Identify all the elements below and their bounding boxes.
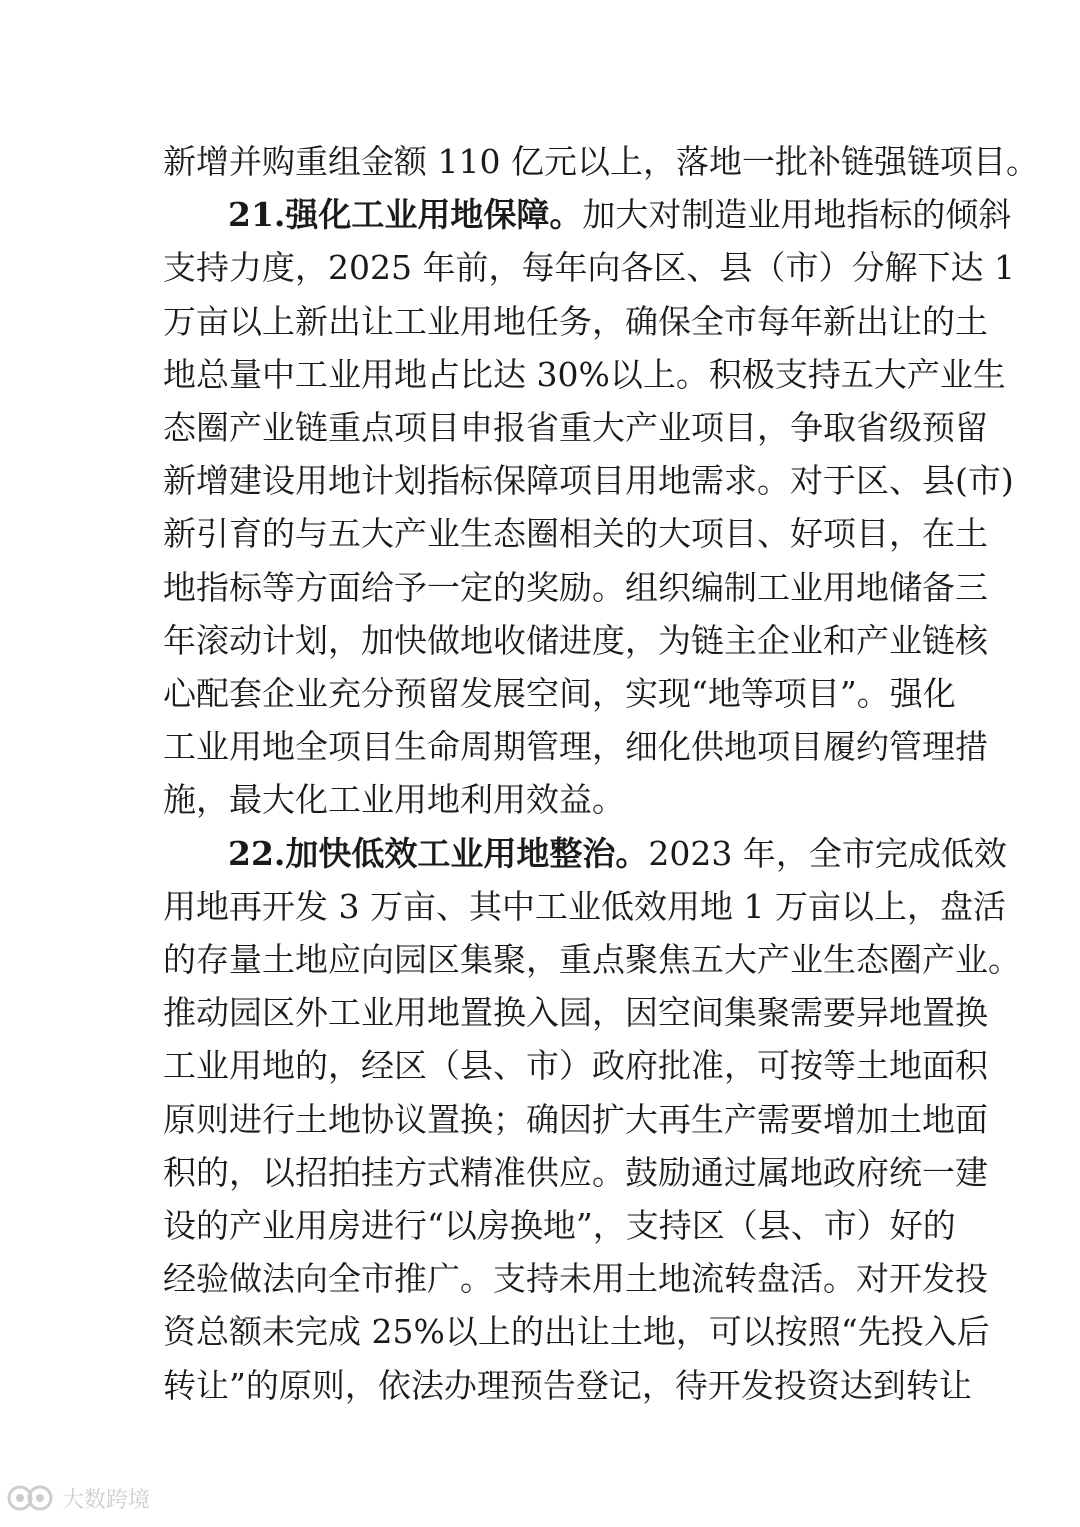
text-line [163,402,988,454]
text-line [163,136,1039,188]
text-line [163,721,988,773]
text-line [163,242,1015,294]
text-line [228,189,1012,241]
line-text: 态圈产业链重点项目申报省重大产业项目，争取省级预留 [163,408,988,447]
watermark-text: 大数跨境 [62,1487,151,1513]
text-line [163,774,915,826]
text-line [163,508,988,560]
text-line [163,934,1021,986]
line-text: 万亩以上新出让工业用地任务，确保全市每年新出让的土 [163,301,988,341]
line-text: 新增建设用地计划指标保障项目用地需求。对于区、县(市) [163,461,1014,501]
text-line [163,987,988,1039]
text-line [163,455,1014,507]
text-line [163,1306,990,1358]
line-text: 地指标等方面给予一定的奖励。组织编制工业用地储备三 [163,567,988,607]
text-line [228,828,1007,880]
text-line [163,1253,988,1305]
text-line [163,668,956,720]
line-text: 加大对制造业用地指标的倾斜 [582,195,1012,235]
line-text: 2023 年，全市完成低效 [648,833,1007,873]
line-text: 施，最大化工业用地利用效益。 [163,780,625,820]
line-text: 支持力度，2025 年前，每年向各区、县（市）分解下达 1 [163,248,1015,288]
eye-logo-icon [6,1481,56,1515]
text-line [163,1360,972,1412]
section-heading: 21.强化工业用地保障。 [228,195,583,235]
watermark [6,1478,150,1518]
text-line [163,1040,988,1092]
line-text: 原则进行土地协议置换；确因扩大再生产需要增加土地面 [163,1099,988,1139]
text-line [163,881,1006,933]
section-heading: 22.加快低效工业用地整治。 [228,833,649,873]
line-text: 推动园区外工业用地置换入园，因空间集聚需要异地置换 [163,993,988,1033]
text-line [163,1200,956,1252]
text-line [163,296,988,348]
line-text: 年滚动计划，加快做地收储进度，为链主企业和产业链核 [163,620,988,660]
line-text: 积的，以招拍挂方式精准供应。鼓励通过属地政府统一建 [163,1152,988,1192]
line-text: 新增并购重组金额 110 亿元以上，落地一批补链强链项目。 [163,142,1039,181]
text-line [163,615,988,667]
line-text: 地总量中工业用地占比达 30%以上。积极支持五大产业生 [163,354,1006,394]
line-text: 用地再开发 3 万亩、其中工业低效用地 1 万亩以上，盘活 [163,886,1006,926]
line-text: 资总额未完成 25%以上的出让土地，可以按照“先投入后 [163,1312,990,1352]
text-line [163,1094,988,1146]
line-text: 工业用地的，经区（县、市）政府批准，可按等土地面积 [163,1046,988,1086]
line-text: 经验做法向全市推广。支持未用土地流转盘活。对开发投 [163,1259,988,1299]
text-line [163,562,988,614]
text-line [163,1147,988,1199]
line-text: 转让”的原则，依法办理预告登记，待开发投资达到转让 [163,1365,972,1405]
line-text: 工业用地全项目生命周期管理，细化供地项目履约管理措 [163,727,988,767]
line-text: 的存量土地应向园区集聚，重点聚焦五大产业生态圈产业。 [163,940,1021,979]
line-text: 心配套企业充分预留发展空间，实现“地等项目”。强化 [163,674,956,713]
text-line [163,349,1006,401]
line-text: 新引育的与五大产业生态圈相关的大项目、好项目，在土 [163,514,988,554]
line-text: 设的产业用房进行“以房换地”，支持区（县、市）好的 [163,1206,956,1245]
